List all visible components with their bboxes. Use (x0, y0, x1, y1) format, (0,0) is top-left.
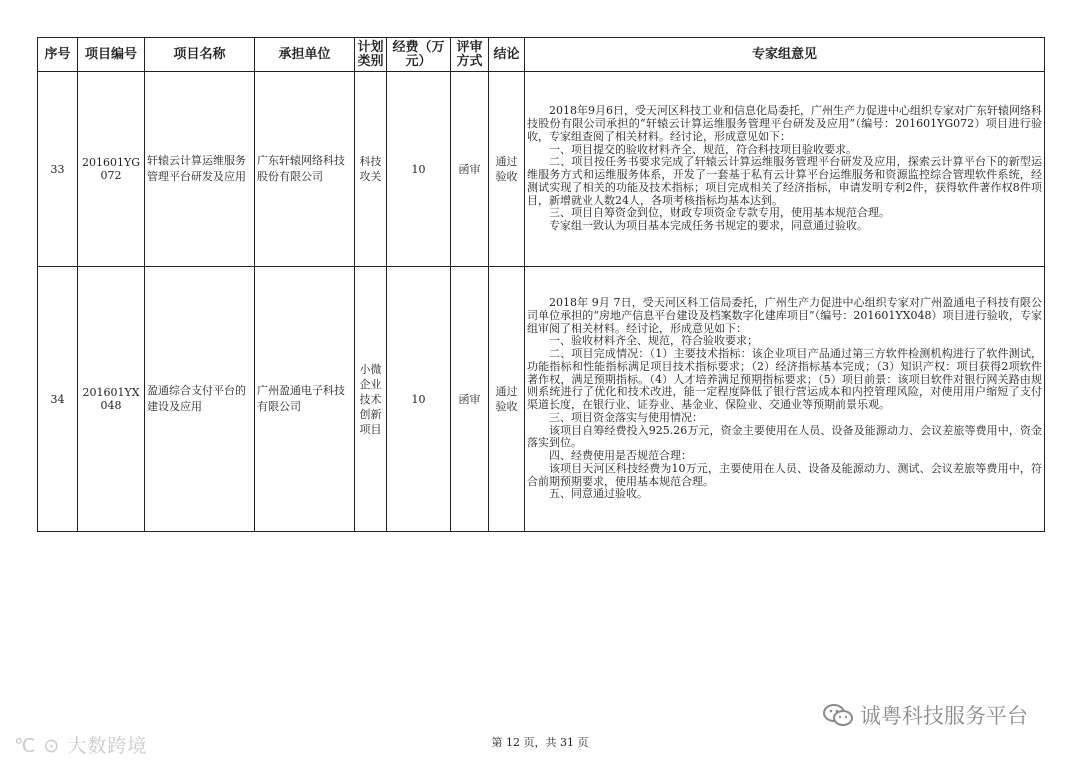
cell-opinion (525, 267, 1045, 532)
opinion-paragraph: 该项目天河区科技经费为10万元，主要使用在人员、设备及能源动力、测试、会议差旅等费用中，符合前期预期要求，使用基本规范合理。 (527, 461, 1042, 488)
cell-unit: 广东轩辕网络科技股份有限公司 (255, 72, 355, 267)
opinion-paragraph: 该项目自筹经费投入925.26万元，资金主要使用在人员、设备及能源动力、会议差旅等费用中，资金落实到位。 (527, 423, 1042, 450)
opinion-paragraph: 二、项目完成情况：（1）主要技术指标：该企业项目产品通过第三方软件检测机构进行了软件测试，功能指标和性能指标满足项目技术指标要求；（2）经济指标基本完成；（3）知识产权：项目获得2项软件著作权，满足预期指标。（4）人才培养满足预期指标要求；（5）项目前景：该项目软件对银行网关路由规则系统进行了优化和技术改进，能一定程度降低了银行营运成本和内控管理风险，对使用用户缩短了支付渠道长度，在银行业、证券业、基金业、保险业、交通业等预期前景乐观。 (527, 347, 1042, 411)
cell-funding: 10 (387, 267, 451, 532)
header-unit: 承担单位 (255, 38, 355, 72)
header-code: 项目编号 (78, 38, 145, 72)
header-seq: 序号 (38, 38, 78, 72)
cell-seq: 33 (38, 72, 78, 267)
cell-unit: 广州盈通电子科技有限公司 (255, 267, 355, 532)
opinion-paragraph: 2018年9月6日，受天河区科技工业和信息化局委托，广州生产力促进中心组织专家对广东轩辕网络科技股份有限公司承担的“轩辕云计算运维服务管理平台研发及应用”（编号：201601YG072）项目进行验收，专家组查阅了相关材料。经讨论，形成意见如下： (527, 104, 1042, 143)
watermark-right (822, 700, 1028, 730)
opinion-paragraph: 三、项目自筹资金到位，财政专项资金专款专用，使用基本规范合理。 (549, 206, 890, 220)
header-name: 项目名称 (145, 38, 255, 72)
cell-conclusion: 通过验收 (489, 72, 525, 267)
wechat-icon (822, 703, 854, 727)
cell-review: 函审 (451, 267, 489, 532)
opinion-paragraph: 四、经费使用是否规范合理： (549, 449, 692, 462)
opinion-paragraph: 二、项目按任务书要求完成了轩辕云计算运维服务管理平台研发及应用，探索云计算平台下的新型运维服务方式和运维服务体系，开发了一套基于私有云计算平台运维服务和资源监控综合管理软件系统，经测试实现了相关的功能及技术指标；项目完成相关了经济指标，申请发明专利2件，获得软件著作权8件项目，新增就业人数24人，各项考核指标均基本达到。 (527, 155, 1042, 207)
header-review: 评审方式 (451, 38, 489, 72)
logo-icon: ℃ ⊙ (14, 735, 68, 757)
opinion-paragraph: 一、项目提交的验收材料齐全、规范，符合科技项目验收要求。 (549, 142, 857, 156)
header-category: 计划类别 (355, 38, 387, 72)
table-row (38, 267, 1045, 532)
cell-funding: 10 (387, 72, 451, 267)
cell-seq: 34 (38, 267, 78, 532)
cell-category: 科技攻关 (355, 72, 387, 267)
opinion-paragraph: 五、同意通过验收。 (549, 487, 648, 501)
opinion-paragraph: 一、验收材料齐全、规范，符合验收要求； (549, 334, 758, 348)
watermark-right-text: 诚粤科技服务平台 (860, 704, 1028, 728)
header-opinion: 专家组意见 (525, 38, 1045, 72)
cell-category: 小微企业技术创新项目 (355, 267, 387, 532)
table-header-row (38, 38, 1045, 72)
cell-opinion (525, 72, 1045, 267)
cell-conclusion: 通过验收 (489, 267, 525, 532)
cell-code: 201601YG072 (78, 72, 145, 267)
cell-project-name: 盈通综合支付平台的建设及应用 (145, 267, 255, 532)
watermark-left-text: 大数跨境 (67, 735, 148, 757)
acceptance-table (37, 37, 1045, 532)
opinion-paragraph: 2018年 9月 7日，受天河区科工信局委托，广州生产力促进中心组织专家对广州盈通电子科技有限公司单位承担的“房地产信息平台建设及档案数字化建库项目”（编号：201601YX048）项目进行验收，专家组审阅了相关材料。经讨论，形成意见如下： (527, 296, 1042, 335)
page-footer: 第 12 页，共 31 页 (491, 736, 589, 749)
header-conclusion: 结论 (489, 38, 525, 72)
opinion-paragraph: 三、项目资金落实与使用情况： (549, 410, 703, 424)
cell-project-name: 轩辕云计算运维服务管理平台研发及应用 (145, 72, 255, 267)
cell-code: 201601YX048 (78, 267, 145, 532)
opinion-paragraph: 专家组一致认为项目基本完成任务书规定的要求，同意通过验收。 (549, 219, 868, 232)
table-row (38, 72, 1045, 267)
cell-review: 函审 (451, 72, 489, 267)
header-funding: 经费（万元） (387, 38, 451, 72)
